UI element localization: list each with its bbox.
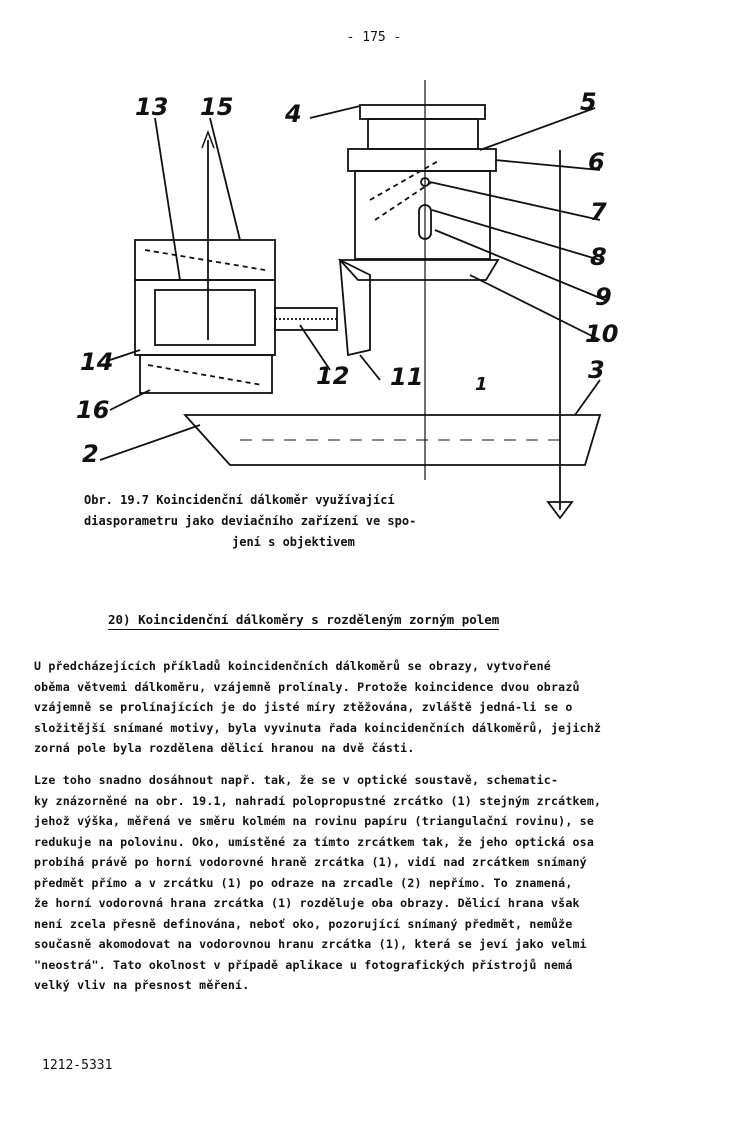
label-3: 3 <box>588 356 605 384</box>
label-11: 11 <box>390 363 424 391</box>
bevel-gear <box>340 260 370 355</box>
label-16: 16 <box>76 396 110 424</box>
label-1: 1 <box>475 374 488 395</box>
left-upper-prism <box>135 240 275 280</box>
footer-code: 1212-5331 <box>42 1058 113 1073</box>
label-5: 5 <box>580 88 597 116</box>
caption-line-1: Obr. 19.7 Koincidenční dálkoměr využívající <box>84 493 395 507</box>
caption-line-2: diasporametru jako deviačního zařízení ve spo- <box>84 514 417 528</box>
caption-line-3: jení s objektivem <box>232 535 355 549</box>
label-10: 10 <box>585 320 619 348</box>
left-gear-housing <box>135 280 275 355</box>
right-collar <box>348 149 496 171</box>
label-9: 9 <box>595 283 612 311</box>
section-heading-text: 20) Koincidenční dálkoměry s rozděleným zorným polem <box>108 612 499 630</box>
section-heading <box>108 612 628 627</box>
label-8: 8 <box>590 243 607 271</box>
page-number: - 175 - <box>346 30 402 45</box>
label-4: 4 <box>285 100 302 128</box>
right-upper-body <box>368 119 478 149</box>
label-2: 2 <box>82 440 99 468</box>
right-top-cap <box>360 105 485 119</box>
label-6: 6 <box>588 148 605 176</box>
paragraph-1: U předcházejících příkladů koincidenčních dálkoměrů se obrazy, vytvořené oběma větvemi dálkoměru, vzájemně prolínaly. Protože koincidence dvou obrazů vzájemně se prolínajících je do jisté míry ztěžována, zvláště jedná-li se o složitější snímané motivy, byla vyvinuta řada koincidenčních dálkoměrů, jejichž zorná pole byla rozdělena dělicí hranou na dvě části. <box>34 659 602 755</box>
left-lower-prism <box>140 355 272 393</box>
label-14: 14 <box>80 348 114 376</box>
figure-caption <box>84 490 544 553</box>
label-12: 12 <box>316 362 350 390</box>
label-13: 13 <box>135 93 169 121</box>
label-15: 15 <box>200 93 234 121</box>
label-7: 7 <box>590 198 607 226</box>
left-inner-window <box>155 290 255 345</box>
paragraph-2: Lze toho snadno dosáhnout např. tak, že se v optické soustavě, schematic- ky znázorněné na obr. 19.1, nahradí polopropustné zrcátko (1) stejným zrcátkem, jehož výška, měřená ve směru kolmém na rovinu papíru (triangulační rovinu), se redukuje na polovinu. Oko, umístěné za tímto zrcátkem tak, že jeho optická osa probíhá právě po horní vodorovné hraně zrcátka (1), vidí nad zrcátkem snímaný předmět přímo a v zrcátku (1) po odraze na zrcadle (2) nepřímo. To znamená, že horní vodorovná hrana zrcátka (1) rozděluje oba obrazy. Dělicí hrana však není zcela přesně definována, neboť oko, pozorující snímaný předmět, nemůže současně akomodovat na vodorovnou hranu zrcátka (1), která se jeví jako velmi "neostrá". Tato okolnost v případě aplikace u fotografických přístrojů nemá velký vliv na přesnost měření. <box>34 773 602 992</box>
rangefinder-diagram <box>40 70 700 540</box>
